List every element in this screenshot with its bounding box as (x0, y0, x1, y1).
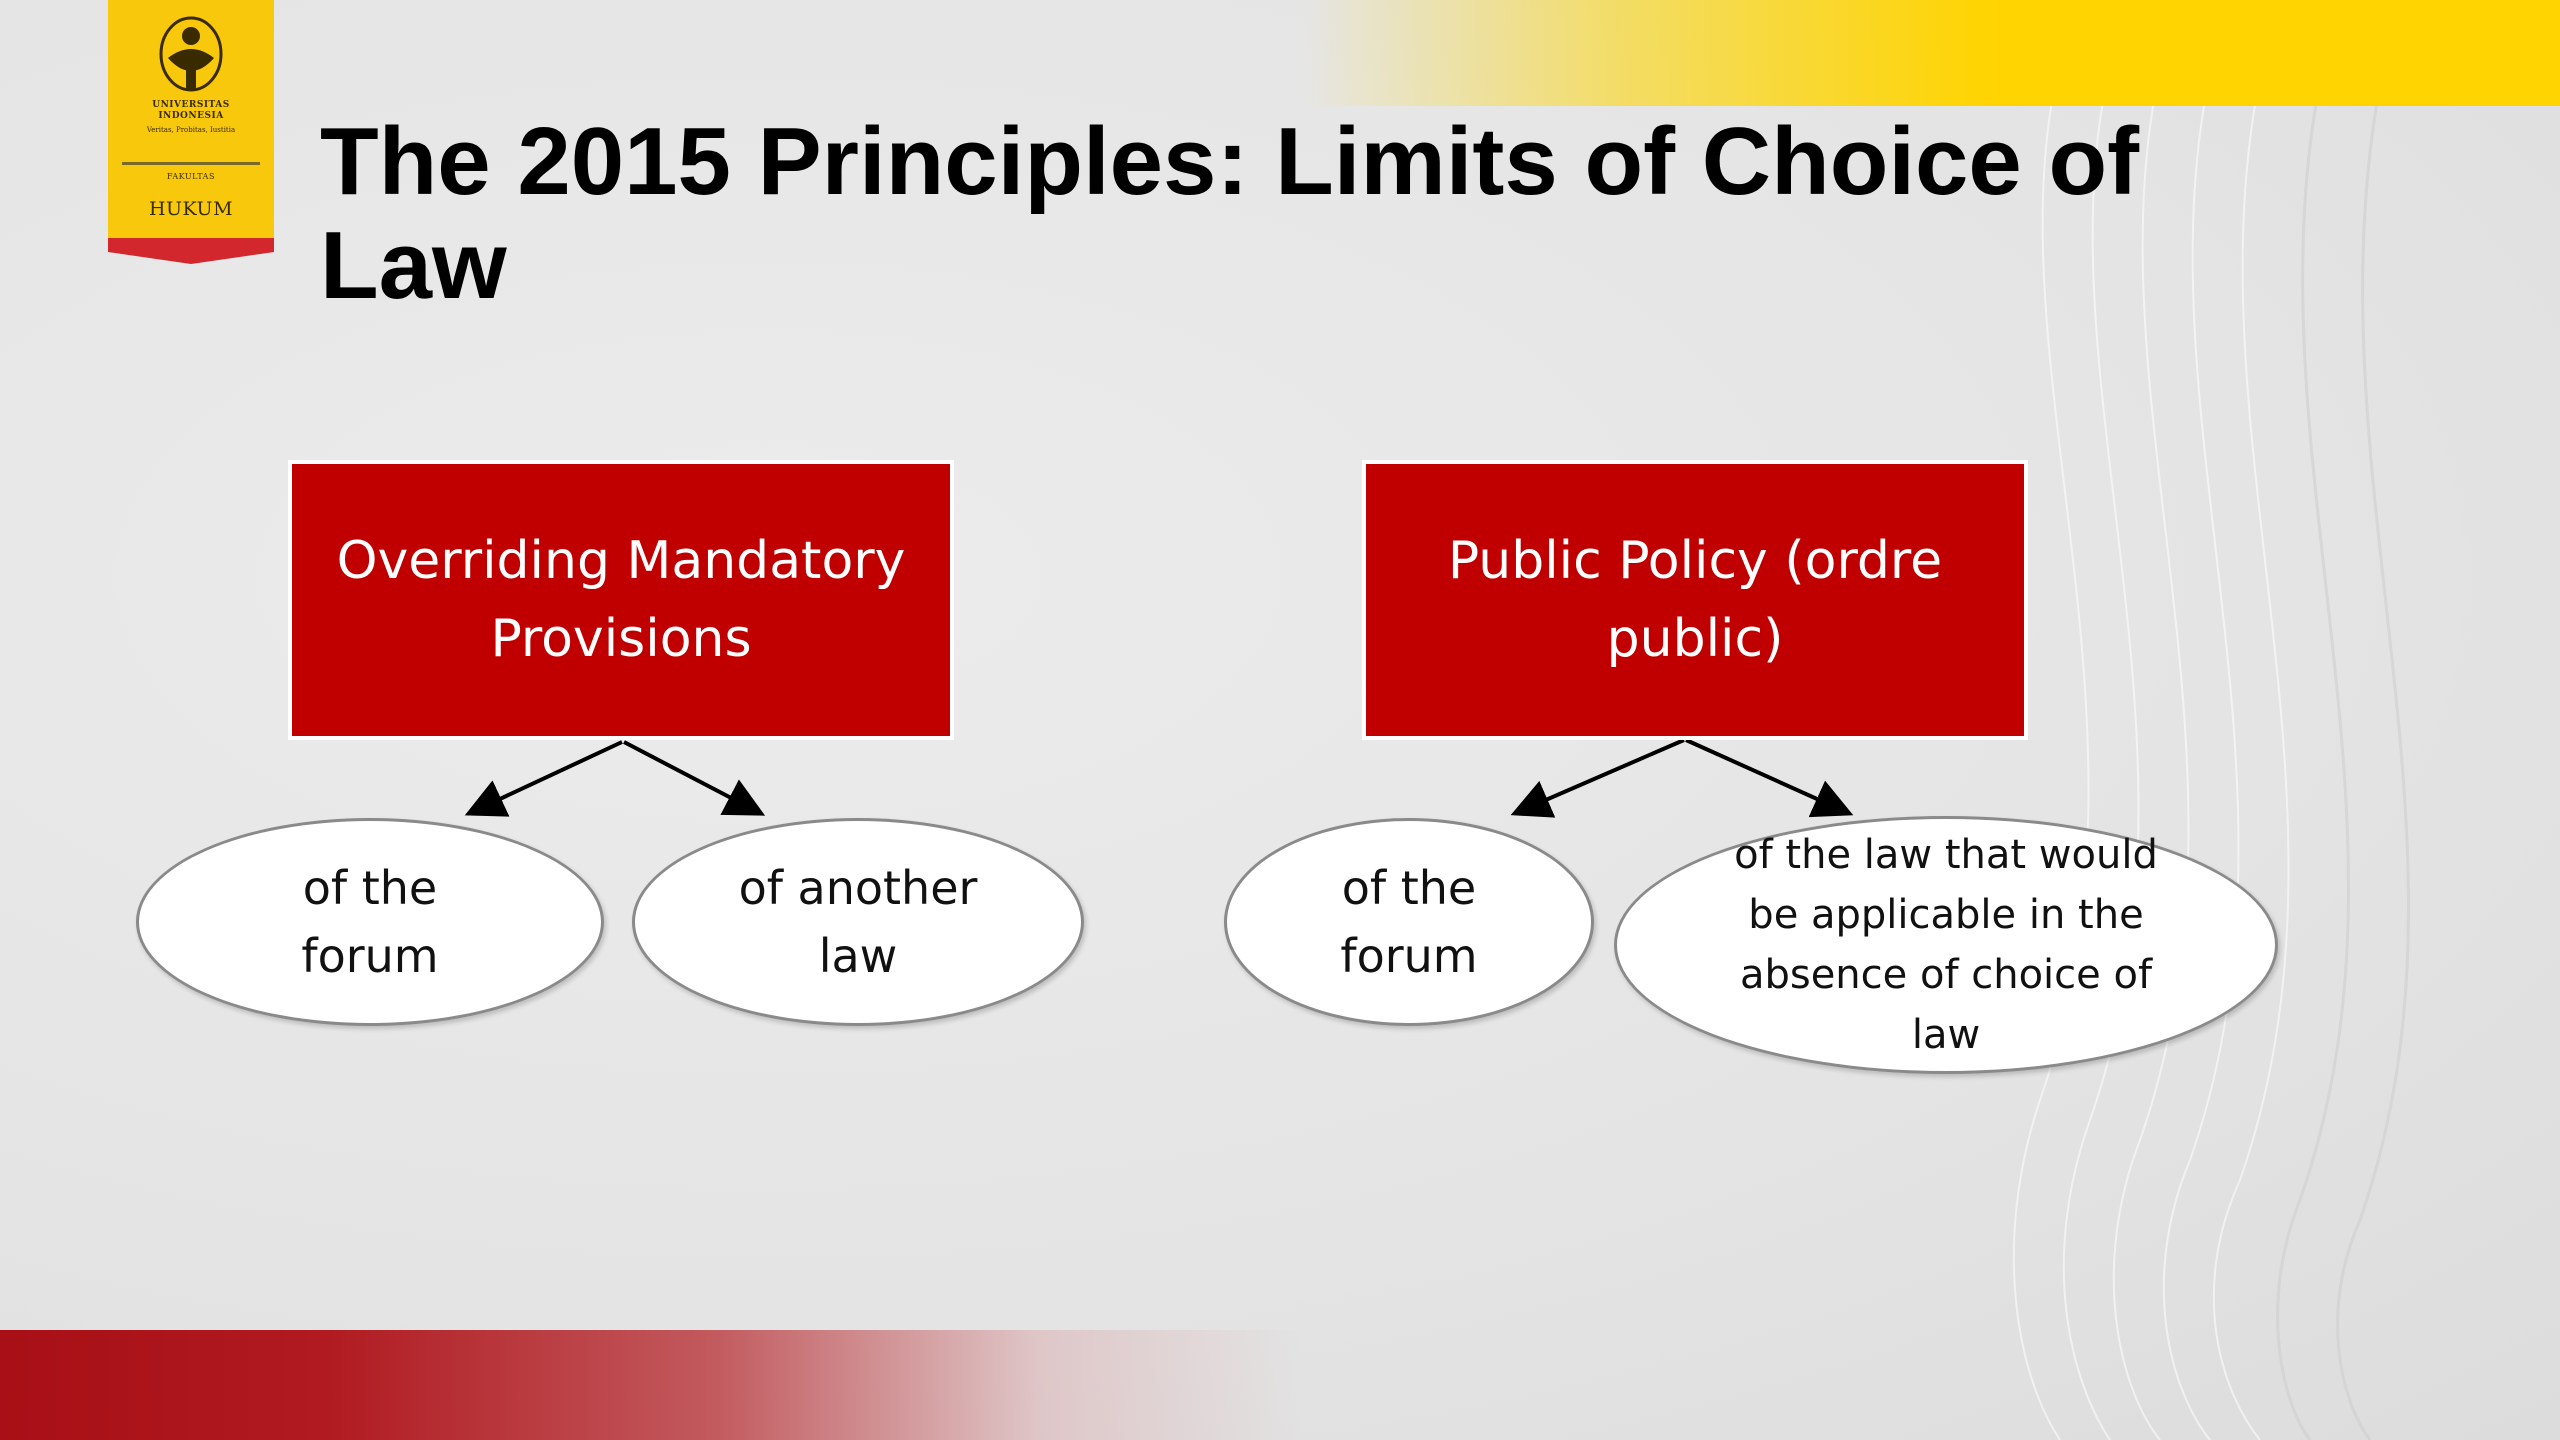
slide-title: The 2015 Principles: Limits of Choice of Law (320, 108, 2140, 319)
left-of-the-forum-node (136, 818, 604, 1026)
logo-motto: Veritas, Probitas, Iustitia (146, 126, 236, 134)
overriding-mandatory-provisions-box (288, 460, 954, 740)
public-policy-label: Public Policy (ordre public) (1447, 531, 1943, 669)
logo-divider (122, 162, 260, 165)
logo-faculty-label: FAKULTAS (167, 172, 215, 181)
right-of-the-forum-node (1224, 818, 1594, 1026)
university-logo (108, 0, 274, 268)
right-of-the-forum-label: of the forum (1340, 861, 1478, 983)
applicable-law-label: of the law that would be applicable in the absence of choice of law (1734, 832, 2158, 1058)
of-another-law-label: of another law (738, 861, 978, 983)
left-of-the-forum-label: of the forum (301, 861, 439, 983)
applicable-law-node (1614, 816, 2278, 1074)
public-policy-box (1362, 460, 2028, 740)
overriding-mandatory-provisions-label: Overriding Mandatory Provisions (336, 531, 906, 669)
logo-ribbon (108, 238, 274, 268)
of-another-law-node (632, 818, 1084, 1026)
makara-emblem-icon (156, 14, 226, 96)
logo-university-line2: INDONESIA (158, 111, 224, 121)
logo-university-line1: UNIVERSITAS (152, 100, 230, 110)
logo-faculty-name: HUKUM (148, 198, 234, 220)
logo-university-name (108, 100, 274, 122)
bottom-accent-bar (0, 1330, 1300, 1440)
top-accent-bar (1300, 0, 2560, 106)
